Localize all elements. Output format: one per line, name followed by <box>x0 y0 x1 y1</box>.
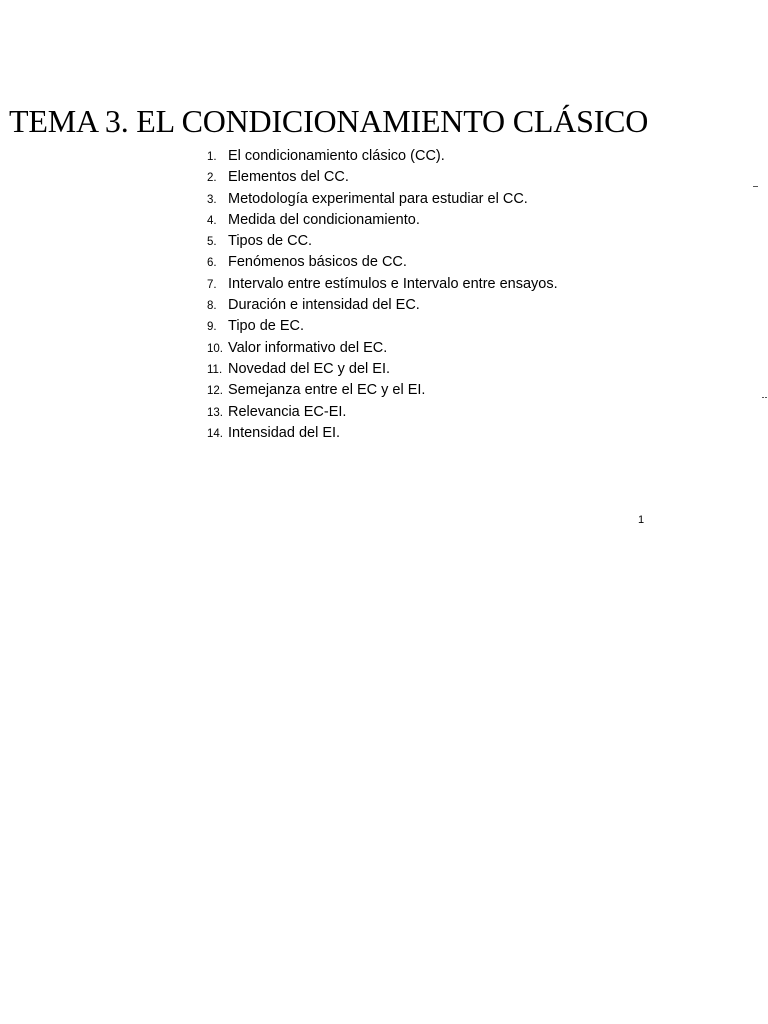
toc-item-text: Tipos de CC. <box>228 233 313 250</box>
toc-item-text: Tipo de EC. <box>228 318 305 335</box>
toc-item <box>207 425 558 446</box>
toc-item <box>207 340 558 361</box>
toc-item-number: 10. <box>207 342 223 355</box>
toc-item-text: Semejanza entre el EC y el EI. <box>228 382 426 399</box>
toc-item-text: Relevancia EC-EI. <box>228 403 347 420</box>
margin-mark <box>765 397 767 398</box>
toc-item <box>207 318 558 339</box>
toc-item <box>207 233 558 254</box>
toc-item <box>207 276 558 297</box>
toc-item <box>207 361 558 382</box>
toc-item <box>207 404 558 425</box>
toc-item <box>207 148 558 169</box>
toc-item-number: 1. <box>207 151 217 163</box>
toc-item-text: Metodología experimental para estudiar el CC. <box>228 190 528 207</box>
toc-item-number: 8. <box>207 300 217 313</box>
toc-item-number: 13. <box>207 406 223 419</box>
toc-item-number: 5. <box>207 236 217 249</box>
toc-item-text: Intervalo entre estímulos e Intervalo entre ensayos. <box>228 275 558 292</box>
toc-item-text: Intensidad del EI. <box>228 424 341 441</box>
toc-item-number: 9. <box>207 321 217 334</box>
toc-item-number: 14. <box>207 427 223 440</box>
toc-item <box>207 191 558 212</box>
page-title: TEMA 3. EL CONDICIONAMIENTO CLÁSICO <box>9 103 649 139</box>
margin-mark <box>762 397 764 398</box>
toc-item <box>207 212 558 233</box>
toc-item-number: 11. <box>207 363 223 376</box>
toc-item-number: 2. <box>207 172 217 185</box>
toc-item <box>207 254 558 275</box>
toc-item-text: Valor informativo del EC. <box>228 339 388 356</box>
toc-item <box>207 297 558 318</box>
toc-item-text: Novedad del EC y del EI. <box>228 360 391 377</box>
toc-item-number: 12. <box>207 385 223 398</box>
toc-item-text: Fenómenos básicos de CC. <box>228 254 407 271</box>
toc-item-text: Elementos del CC. <box>228 169 349 186</box>
margin-mark <box>753 186 758 187</box>
toc-item <box>207 382 558 403</box>
toc-item-text: El condicionamiento clásico (CC). <box>228 148 445 164</box>
toc-item-number: 4. <box>207 214 217 227</box>
toc-item-text: Medida del condicionamiento. <box>228 211 420 228</box>
toc-item-text: Duración e intensidad del EC. <box>228 297 420 314</box>
table-of-contents <box>207 148 558 446</box>
toc-item <box>207 169 558 190</box>
toc-item-number: 3. <box>207 193 217 206</box>
page-number: 1 <box>638 514 645 526</box>
toc-item-number: 7. <box>207 278 217 291</box>
toc-item-number: 6. <box>207 257 217 270</box>
